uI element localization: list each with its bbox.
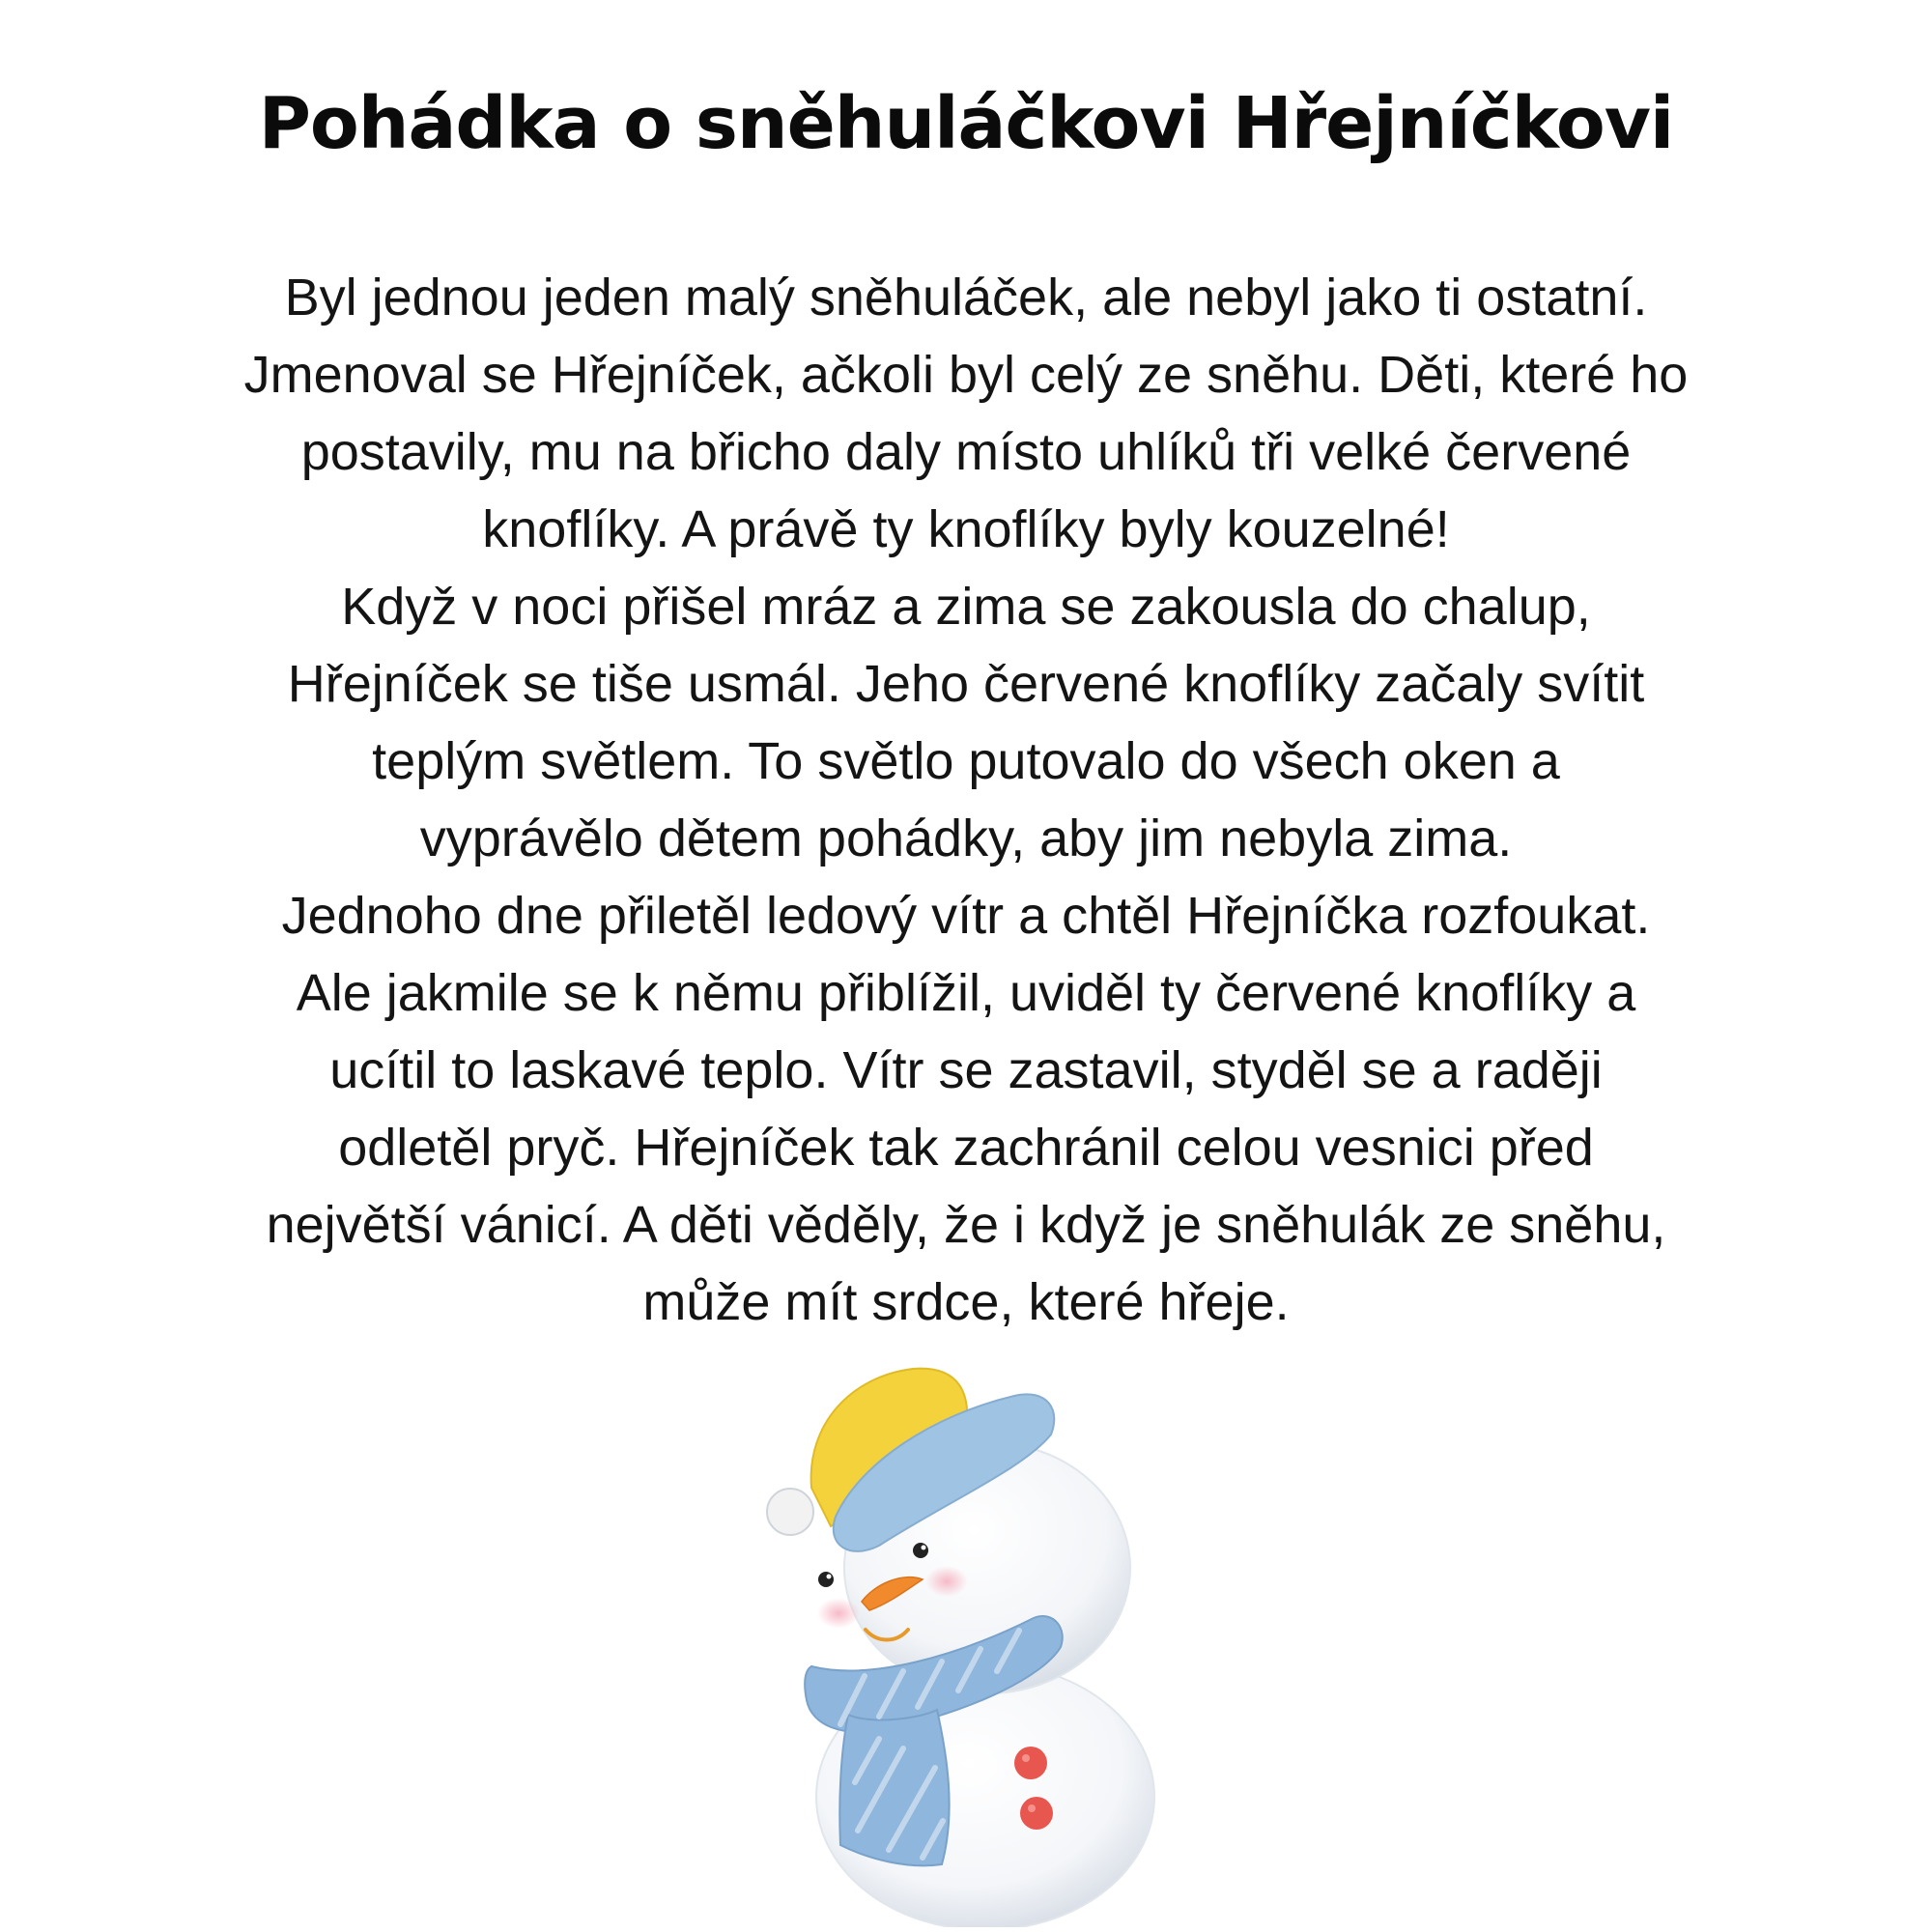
story-line: Hřejníček se tiše usmál. Jeho červené knoflíky začaly svítit (287, 655, 1645, 713)
hat-pompom (767, 1489, 813, 1535)
story-line: Když v noci přišel mráz a zima se zakousla do chalup, (341, 578, 1591, 636)
story-line: postavily, mu na břicho daly místo uhlíků tři velké červené (300, 423, 1632, 481)
snowman-eye (913, 1543, 928, 1558)
story-line: ucítil to laskavé teplo. Vítr se zastavil, styděl se a raději (329, 1041, 1603, 1099)
story-line: odletěl pryč. Hřejníček tak zachránil celou vesnici před (338, 1119, 1594, 1177)
snowman-eye (818, 1572, 834, 1587)
story-line: Jednoho dne přiletěl ledový vítr a chtěl Hřejníčka rozfoukat. (281, 887, 1651, 945)
story-line: Byl jednou jeden malý sněhuláček, ale nebyl jako ti ostatní. (284, 269, 1648, 327)
story-line: teplým světlem. To světlo putovalo do všech oken a (372, 732, 1560, 790)
red-button (1014, 1747, 1047, 1779)
story-line: největší vánicí. A děti věděly, že i když je sněhulák ze sněhu, (266, 1196, 1666, 1254)
story-line: knoflíky. A právě ty knoflíky byly kouzelné! (482, 500, 1450, 558)
story-line: vyprávělo dětem pohádky, aby jim nebyla zima. (419, 810, 1513, 867)
snowman-cheek (817, 1598, 860, 1629)
story-line: může mít srdce, které hřeje. (642, 1273, 1290, 1331)
page-title: Pohádka o sněhuláčkovi Hřejníčkovi (258, 82, 1674, 165)
story-line: Ale jakmile se k němu přiblížil, uviděl ty červené knoflíky a (296, 964, 1636, 1022)
red-button (1020, 1797, 1053, 1830)
snowman-cheek (925, 1566, 968, 1597)
story-text (58, 259, 1874, 1341)
snowman-illustration (734, 1357, 1179, 1927)
story-line: Jmenoval se Hřejníček, ačkoli byl celý ze sněhu. Děti, které ho (243, 346, 1689, 404)
